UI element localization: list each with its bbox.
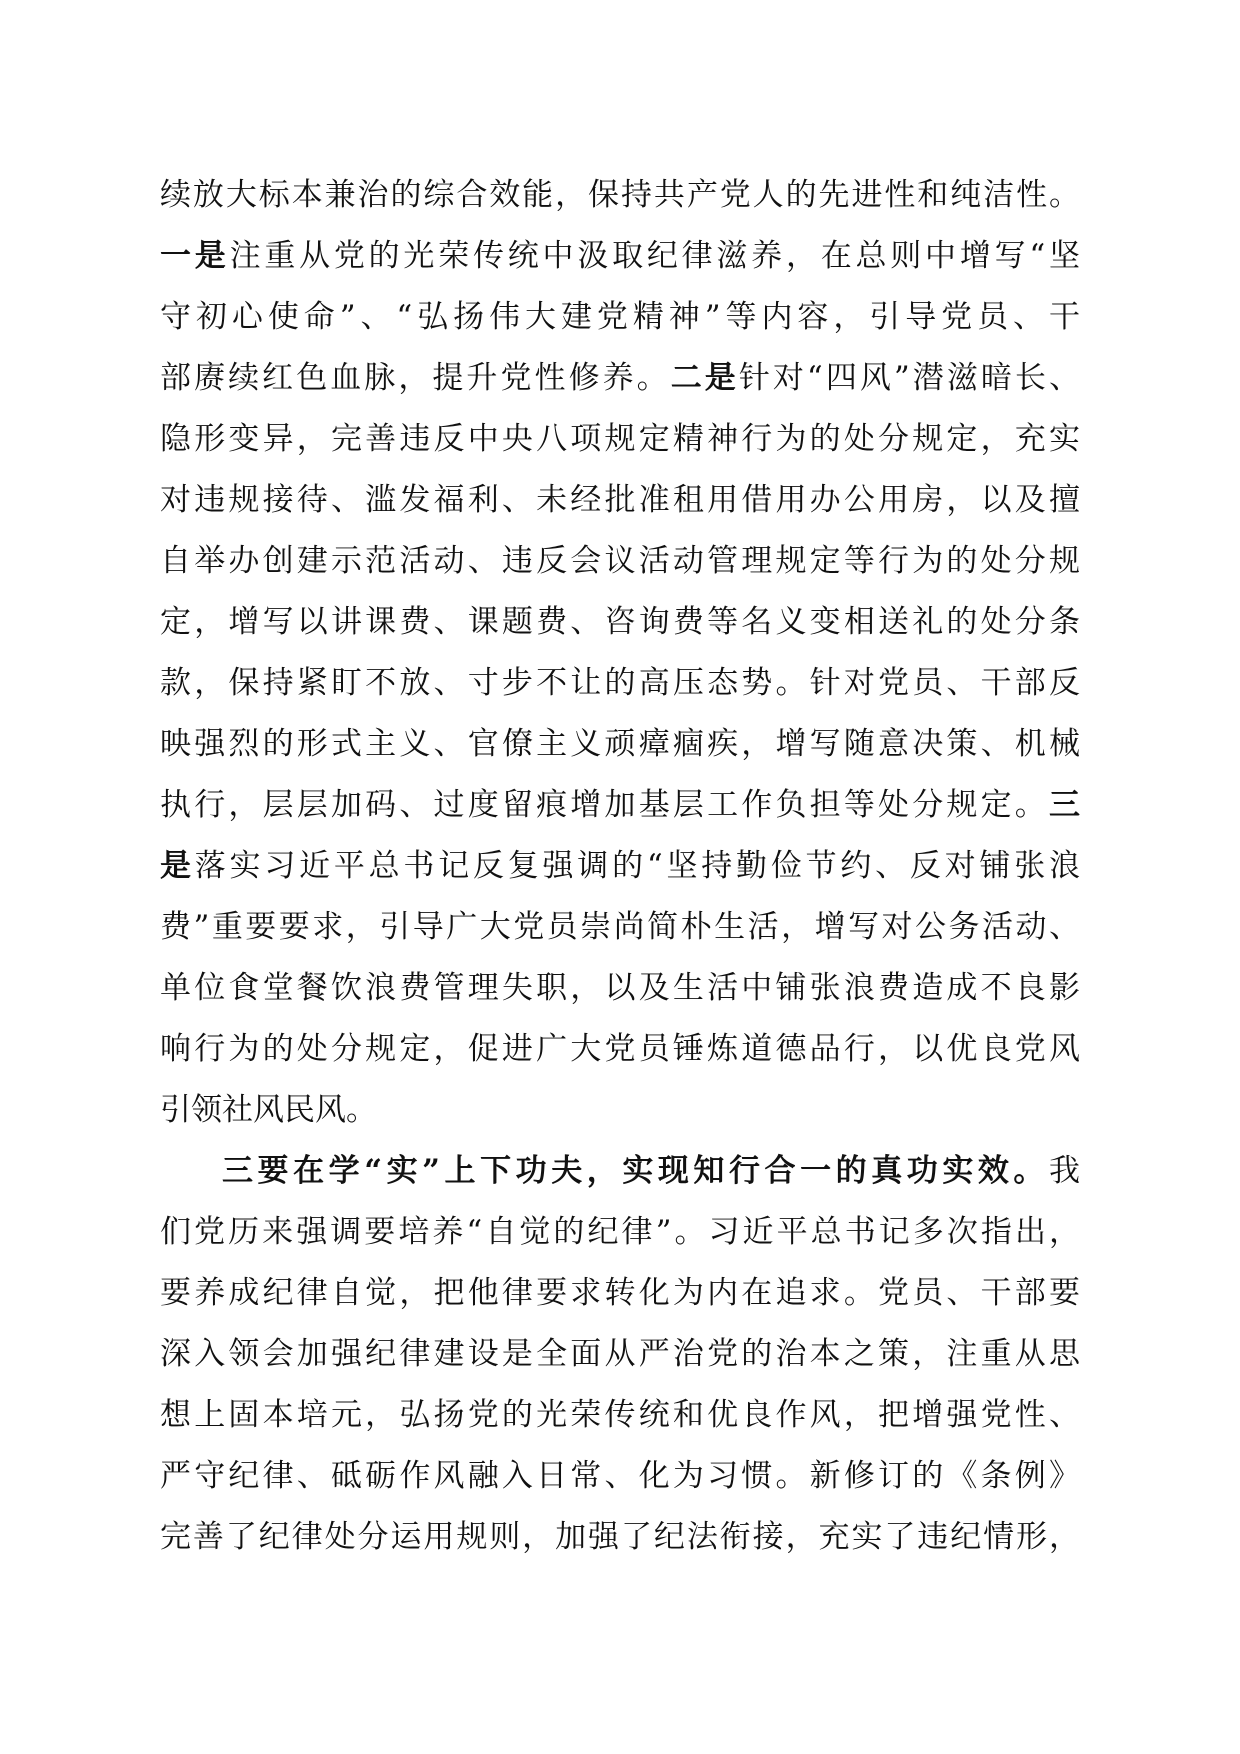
text-segment: 自举办创建示范活动、违反会议活动管理规定等行为的处分规 xyxy=(160,543,1080,579)
text-line xyxy=(160,409,1080,469)
text-segment: 执行，层层加码、过度留痕增加基层工作负担等处分规定。 xyxy=(160,787,1049,823)
text-line xyxy=(160,1202,1080,1262)
text-line xyxy=(160,775,1080,835)
text-segment: 定，增写以讲课费、课题费、咨询费等名义变相送礼的处分条 xyxy=(160,604,1080,640)
text-line xyxy=(160,1446,1080,1506)
text-segment: 要养成纪律自觉，把他律要求转化为内在追求。党员、干部要 xyxy=(160,1275,1080,1311)
text-segment: 部赓续红色血脉，提升党性修养。 xyxy=(160,360,671,396)
text-segment: 引领社风民风。 xyxy=(160,1092,377,1128)
text-segment: 隐形变异，完善违反中央八项规定精神行为的处分规定，充实 xyxy=(160,421,1080,457)
text-line xyxy=(160,714,1080,774)
bold-text-segment: 三 xyxy=(1049,787,1080,823)
text-line xyxy=(160,1507,1080,1567)
text-segment: 续放大标本兼治的综合效能，保持共产党人的先进性和纯洁性。 xyxy=(160,177,1080,213)
text-line xyxy=(160,958,1080,1018)
bold-text-segment: 是 xyxy=(160,848,195,884)
text-segment: 们党历来强调要培养“自觉的纪律”。习近平总书记多次指出， xyxy=(160,1214,1080,1250)
text-segment: 款，保持紧盯不放、寸步不让的高压态势。针对党员、干部反 xyxy=(160,665,1080,701)
text-segment: 严守纪律、砥砺作风融入日常、化为习惯。新修订的《条例》 xyxy=(160,1458,1080,1494)
text-line xyxy=(160,1080,1080,1140)
text-line xyxy=(160,653,1080,713)
text-segment: 守初心使命”、“弘扬伟大建党精神”等内容，引导党员、干 xyxy=(160,299,1080,335)
text-segment: 完善了纪律处分运用规则，加强了纪法衔接，充实了违纪情形， xyxy=(160,1519,1080,1555)
text-line xyxy=(160,592,1080,652)
bold-text-segment: 三要在学“实”上下功夫，实现知行合一的真功实效。 xyxy=(222,1153,1049,1189)
text-segment: 落实习近平总书记反复强调的“坚持勤俭节约、反对铺张浪 xyxy=(194,848,1080,884)
text-segment: 深入领会加强纪律建设是全面从严治党的治本之策，注重从思 xyxy=(160,1336,1080,1372)
bold-text-segment: 一是 xyxy=(160,238,230,274)
text-segment: 响行为的处分规定，促进广大党员锤炼道德品行，以优良党风 xyxy=(160,1031,1080,1067)
text-line xyxy=(160,348,1080,408)
text-segment: 对违规接待、滥发福利、未经批准租用借用办公用房，以及擅 xyxy=(160,482,1080,518)
text-line xyxy=(160,1263,1080,1323)
bold-text-segment: 二是 xyxy=(670,360,739,396)
text-line xyxy=(160,836,1080,896)
text-segment: 我 xyxy=(1049,1153,1080,1189)
text-line xyxy=(160,1385,1080,1445)
text-segment: 想上固本培元，弘扬党的光荣传统和优良作风，把增强党性、 xyxy=(160,1397,1080,1433)
text-line xyxy=(160,165,1080,225)
text-line xyxy=(160,226,1080,286)
text-segment: 映强烈的形式主义、官僚主义顽瘴痼疾，增写随意决策、机械 xyxy=(160,726,1080,762)
text-line xyxy=(222,1141,1080,1201)
text-segment: 注重从党的光荣传统中汲取纪律滋养，在总则中增写“坚 xyxy=(229,238,1080,274)
text-segment: 费”重要要求，引导广大党员崇尚简朴生活，增写对公务活动、 xyxy=(160,909,1080,945)
text-line xyxy=(160,1019,1080,1079)
text-line xyxy=(160,531,1080,591)
text-line xyxy=(160,287,1080,347)
text-line xyxy=(160,897,1080,957)
text-line xyxy=(160,470,1080,530)
text-segment: 单位食堂餐饮浪费管理失职，以及生活中铺张浪费造成不良影 xyxy=(160,970,1080,1006)
text-line xyxy=(160,1324,1080,1384)
text-segment: 针对“四风”潜滋暗长、 xyxy=(738,360,1081,396)
